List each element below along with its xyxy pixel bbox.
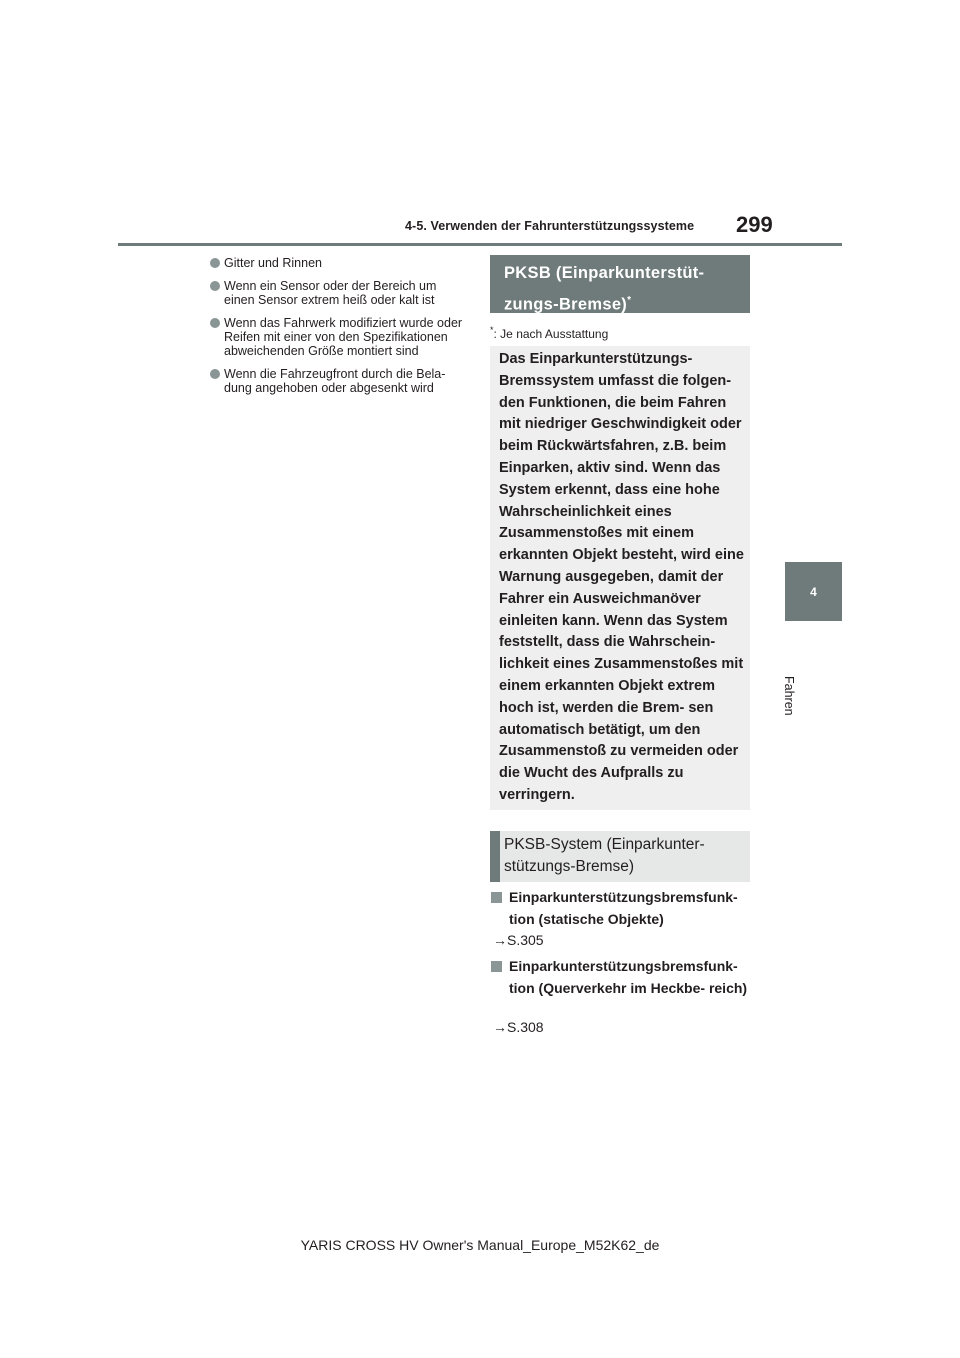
lead-text: Das Einparkunterstützungs- Bremssystem umfasst die folgen- den Funktionen, die beim Fahren mit niedriger Geschwindigkeit oder beim Rückwärtsfahren, z.B. beim Einparken, aktiv sind. Wenn das System erkennt, dass eine hohe Wahrscheinlichkeit eines Zusammenstoßes mit einem erkannten Objekt besteht, wird eine Warnung ausgegeben, damit der Fahrer ein Ausweichmanöver einleiten kann. Wenn das System feststellt, dass die Wahrschein- lichkeit eines Zusammenstoßes mit einem erkannten Objekt extrem hoch ist, werden die Brem- sen automatisch betätigt, um den Zusammenstoß zu vermeiden oder die Wucht des Aufpralls zu verringern. — [499, 351, 744, 803]
page-number: 299 — [736, 212, 773, 237]
subsection-heading — [490, 831, 750, 882]
chapter-label — [782, 630, 816, 716]
heading-bar — [490, 831, 500, 882]
page-reference-link[interactable]: →S.305 — [493, 932, 544, 948]
asterisk-mark: * — [627, 295, 632, 306]
bullet-icon — [210, 369, 220, 379]
list-item-text: Wenn die Fahrzeugfront durch die Bela- dung angehoben oder abgesenkt wird — [224, 367, 446, 395]
list-item — [210, 367, 470, 395]
bullet-icon — [210, 318, 220, 328]
bullet-icon — [210, 281, 220, 291]
list-item-text: Gitter und Rinnen — [224, 256, 322, 270]
function-title: Einparkunterstützungsbremsfunk- tion (Querverkehr im Heckbe- reich) — [509, 958, 748, 996]
footnote-mark: * — [490, 325, 494, 335]
lead-box — [490, 346, 750, 810]
list-item-text: Wenn das Fahrwerk modifiziert wurde oder Reifen mit einer von den Spezifikationen abweichenden Größe montiert sind — [224, 316, 463, 358]
footnote — [490, 325, 608, 341]
function-item — [490, 955, 750, 999]
subsection-heading-text: PKSB-System (Einparkunter- stützungs-Bremse) — [504, 836, 705, 875]
chapter-label-text: Fahren — [782, 676, 796, 716]
bullet-icon — [210, 258, 220, 268]
section-title: 4-5. Verwenden der Fahrunterstützungssysteme — [405, 219, 695, 233]
section-heading — [490, 255, 750, 313]
list-item — [210, 256, 470, 270]
footnote-text: : Je nach Ausstattung — [493, 327, 609, 341]
list-item — [210, 316, 470, 358]
header-rule — [118, 243, 842, 246]
footer-text: YARIS CROSS HV Owner's Manual_Europe_M52K62_de — [300, 1237, 660, 1253]
page-reference-link[interactable]: →S.308 — [493, 1019, 544, 1035]
section-heading-text: PKSB (Einparkunterstüt- zungs-Bremse)* — [504, 264, 705, 314]
condition-list — [210, 256, 470, 404]
list-item-text: Wenn ein Sensor oder der Bereich um einen Sensor extrem heiß oder kalt ist — [224, 279, 437, 307]
function-title: Einparkunterstützungsbremsfunk- tion (statische Objekte) — [509, 889, 738, 927]
function-item — [490, 886, 750, 930]
chapter-tab[interactable] — [785, 562, 842, 621]
list-item — [210, 279, 470, 307]
chapter-number: 4 — [810, 584, 817, 599]
square-bullet-icon — [491, 892, 502, 903]
square-bullet-icon — [491, 961, 502, 972]
